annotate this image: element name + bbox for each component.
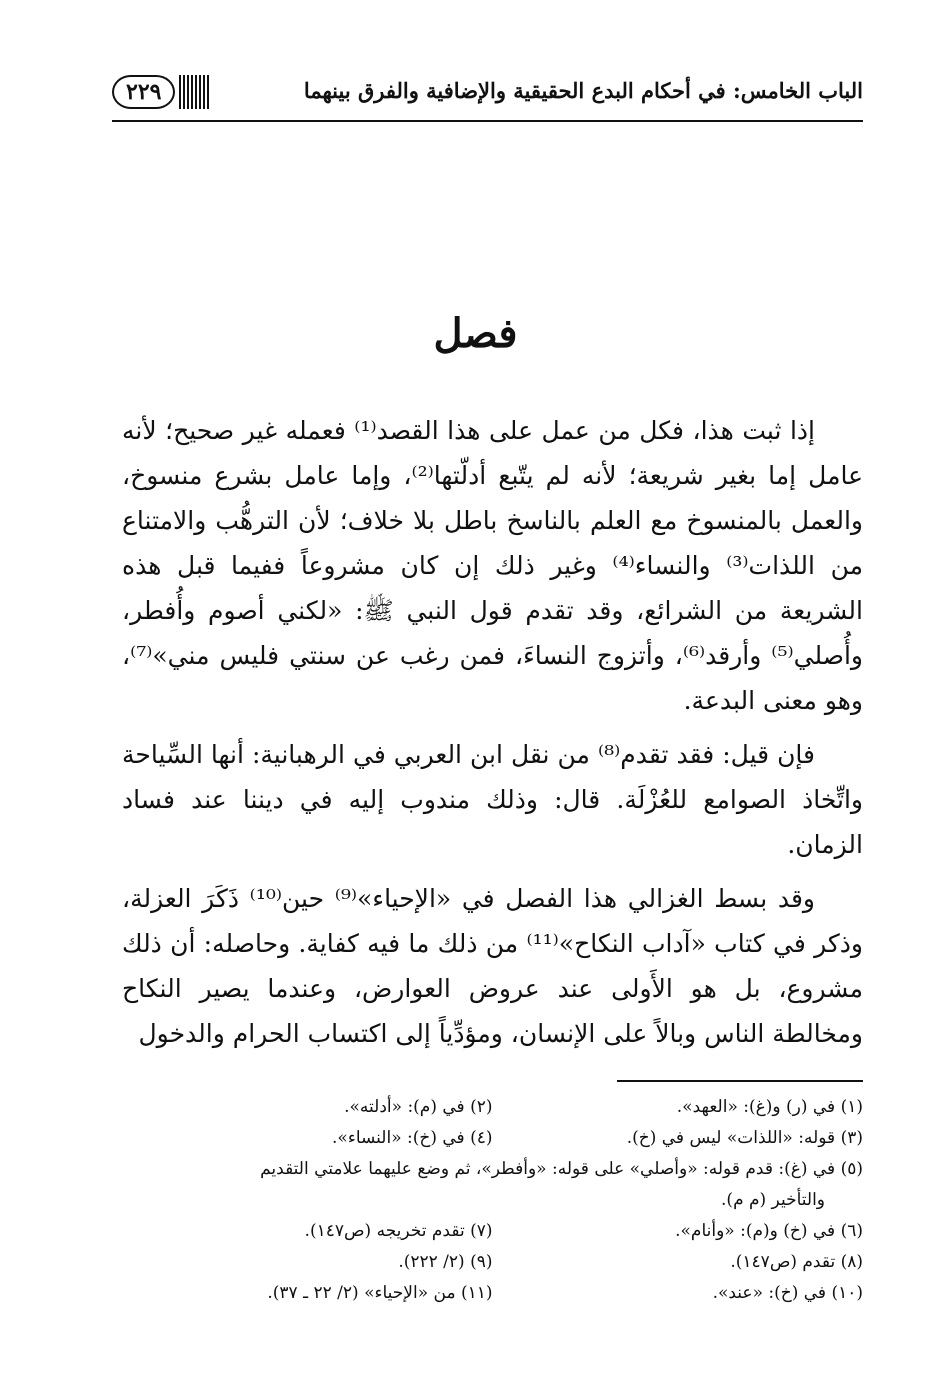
footnote-5-line-2: والتأخير (م م). bbox=[721, 1190, 825, 1210]
footnote-7: (٧) تقدم تخريجه (ص١٤٧). bbox=[304, 1221, 493, 1241]
footnote-row bbox=[122, 1278, 863, 1309]
footnote-9: (٩) (٢/ ٢٢٢). bbox=[398, 1252, 493, 1272]
paragraph-3: وقد بسط الغزالي هذا الفصل في «الإحياء»⁽⁹⁾ حين⁽¹⁰⁾ ذَكَرَ العزلة، وذكر في كتاب «آداب النكاح»⁽¹¹⁾ من ذلك ما فيه كفاية. وحاصله: أن ذلك مشروع، بل هو الأَولى عند عروض العوارض، وعندما يصير النكاح ومخالطة الناس وبالاً على الإنسان، ومؤدِّياً إلى اكتساب الحرام والدخول bbox=[122, 884, 863, 1048]
footnotes bbox=[122, 1092, 863, 1309]
footnote-divider bbox=[617, 1080, 863, 1082]
page-number: ٢٢٩ bbox=[112, 75, 175, 109]
footnote-5 bbox=[122, 1154, 863, 1216]
footnote-row bbox=[122, 1247, 863, 1278]
chapter-title: الباب الخامس: في أحكام البدع الحقيقية والإضافية والفرق بينهما bbox=[303, 78, 863, 103]
footnote-6: (٦) في (خ) و(م): «وأنام». bbox=[675, 1221, 863, 1241]
footnote-row bbox=[122, 1092, 863, 1123]
footnote-2: (٢) في (م): «أدلته». bbox=[344, 1097, 493, 1117]
section-title: فصل bbox=[433, 310, 518, 357]
footnote-5-line-1: (٥) في (غ): قدم قوله: «وأصلي» على قوله: «وأفطر»، ثم وضع عليهما علامتي التقديم bbox=[260, 1159, 863, 1179]
footnote-row bbox=[122, 1216, 863, 1247]
footnote-4: (٤) في (خ): «النساء». bbox=[332, 1128, 493, 1148]
page-number-box bbox=[112, 72, 220, 112]
footnote-row bbox=[122, 1123, 863, 1154]
paragraph-2: فإن قيل: فقد تقدم⁽⁸⁾ من نقل ابن العربي في الرهبانية: أنها السِّياحة واتِّخاذ الصوامع للعُزْلَة. قال: وذلك مندوب إليه في ديننا عند فساد الزمان. bbox=[122, 740, 863, 859]
page-header bbox=[112, 68, 863, 122]
footnote-11: (١١) من «الإحياء» (٢/ ٢٢ ـ ٣٧). bbox=[267, 1283, 493, 1303]
footnote-8: (٨) تقدم (ص١٤٧). bbox=[730, 1252, 863, 1272]
footnote-1: (١) في (ر) و(غ): «العهد». bbox=[676, 1097, 863, 1117]
footnote-row bbox=[122, 1154, 863, 1216]
paragraph-1: إذا ثبت هذا، فكل من عمل على هذا القصد⁽¹⁾ فعمله غير صحيح؛ لأنه عامل إما بغير شريعة؛ لأنه لم يتّبع أدلّتها⁽²⁾، وإما عامل بشرع منسوخ، والعمل بالمنسوخ مع العلم بالناسخ باطل بلا خلاف؛ لأن الترهُّب والامتناع من اللذات⁽³⁾ والنساء⁽⁴⁾ وغير ذلك إن كان مشروعاً ففيما قبل هذه الشريعة من الشرائع، وقد تقدم قول النبي ﷺ: «لكني أصوم وأُفطر، وأُصلي⁽⁵⁾ وأرقد⁽⁶⁾، وأتزوج النساءَ، فمن رغب عن سنتي فليس مني»⁽⁷⁾، وهو معنى البدعة. bbox=[122, 416, 863, 715]
footnote-10: (١٠) في (خ): «عند». bbox=[712, 1283, 863, 1303]
decorative-bars-icon bbox=[179, 75, 209, 109]
body-text bbox=[122, 408, 863, 1065]
footnote-3: (٣) قوله: «اللذات» ليس في (خ). bbox=[626, 1128, 863, 1148]
